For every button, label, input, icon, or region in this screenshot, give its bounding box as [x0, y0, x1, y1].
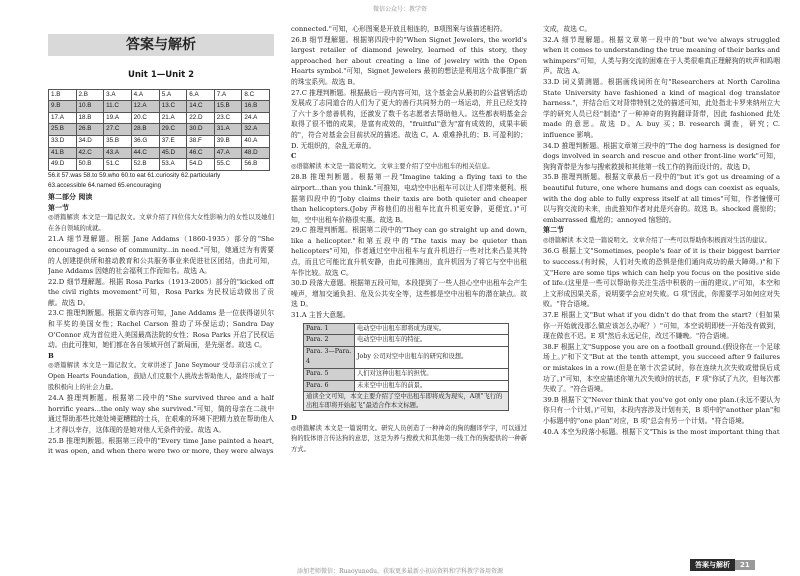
table-cell: 43.A: [104, 147, 132, 159]
passage-letter: C: [291, 152, 297, 161]
table-cell: 19.A: [104, 112, 132, 124]
part-heading: 第二部分 阅读: [48, 192, 93, 201]
table-cell: 4.A: [131, 89, 159, 101]
table-cell: 人们对这种出租车的担忧。: [355, 369, 509, 381]
table-cell: 6.A: [187, 89, 215, 101]
table-cell: 42.C: [76, 147, 104, 159]
table-cell: 40.A: [242, 135, 270, 147]
table-cell: 29.C: [159, 124, 187, 136]
paragraph: ◎语篇解读 本文是一篇说明文。研究人员创造了一种神奇的狗的翻译学字，可以通过狗的肢体语言传达狗的意思，这是为养与搜救犬和其他第一线工作的狗提供的一种新方式。: [291, 424, 527, 453]
column-left: [48, 24, 274, 556]
table-cell: 22.D: [187, 112, 215, 124]
table-cell: Para. 3—Para. 4: [304, 346, 355, 368]
column-middle: [291, 24, 527, 556]
paragraph: 25.B 推理判断题。根据第三段中的"Every time Jane painted a heart, it was open, and when there were two or more, they were always: [48, 436, 274, 456]
table-cell: 33.D: [49, 135, 77, 147]
fill-answers-line-1: 56.it 57.was 58.to 59.who 60.to eat 61.curiosity 62.particularly: [48, 171, 221, 179]
paragraph: 32.A 细节理解题。根据文章第一段中的"but we've always struggled when it comes to understanding the true meaning of their barks and whimpers"可知，人类与狗交流的困难在于人类很难真正理解狗的吠声和呜咽声。故选 A。: [543, 35, 780, 76]
table-cell: 53.A: [159, 159, 187, 171]
table-cell: 51.C: [104, 159, 132, 171]
table-cell: 1.B: [49, 89, 77, 101]
table-row: [304, 392, 509, 411]
table-cell: Para. 6: [304, 380, 355, 392]
paragraph: 27.C 推理判断题。根据最后一段内容可知，这个基金会从最初的公益营销活动发展成了志同道合的人们为了更大的善行共同努力的一场运动，并且已经支持了六十多个慈善机构，还激发了数千名志愿者去帮助他人。这些都表明基金会取得了很不错的成果，是富有成效的，"fruitful"意为"富有成效的，成果丰硕的"，符合对基金会目前状况的描述。故选 C。A. 艰难挣扎的；B. 可盈利的；D. 无组织的，杂乱无章的。: [291, 88, 527, 150]
table-cell: 26.B: [76, 124, 104, 136]
table-cell: 39.B: [214, 135, 242, 147]
table-cell: 20.C: [131, 112, 159, 124]
paragraph: ◎语篇解读 本文是一篇记叙文。文章介绍了四位伟大女性影响力的女性以及她们在各自领域的成就。: [48, 214, 274, 232]
table-cell: 5.A: [159, 89, 187, 101]
table-cell: 14.C: [187, 101, 215, 113]
paragraph: 31.A 主旨大意题。: [291, 311, 350, 320]
table-cell: 23.C: [214, 112, 242, 124]
table-cell: 28.B: [131, 124, 159, 136]
table-row: [49, 89, 270, 101]
table-cell: 36.G: [131, 135, 159, 147]
paragraph: 22.D 细节理解题。根据 Rosa Parks（1913-2005）部分的"kicked off the civil rights movement"可知，Rosa Parks 为民权运动做出了贡献。故选 D。: [48, 277, 274, 307]
table-cell: 10.B: [76, 101, 104, 113]
table-cell: 30.D: [187, 124, 215, 136]
table-cell: 38.F: [187, 135, 215, 147]
paragraph: connected."可知，心形图案是开放且相连的，B项图案与该描述相符。: [291, 25, 507, 33]
paragraph: ◎语篇解读 本文是一篇记叙文。文章讲述了 Jane Seymour 受母亲启示成立了 Open Hearts Foundation，鼓励人们克服个人挑战去帮助他人，最终形成了一股积极向上的社会力量。: [48, 362, 274, 391]
table-cell: 54.D: [187, 159, 215, 171]
paragraph: 39.B 根据下文"Never think that you've got only one plan.(永远不要认为你只有一个计划。)"可知，本段内容涉及计划有关，B 项中的"another plan"和小标题中的"one plan"对应，B 项"总会有另一个计划。"符合语境。: [543, 395, 780, 425]
table-cell: 3.A: [104, 89, 132, 101]
table-cell: 电动空中出租车即将成为现实。: [355, 323, 509, 335]
paragraph: 26.B 细节理解题。根据第四段中的"When Signet Jewelers, the world's largest retailer of diamond jewelry, learned of this story, they approached her about creating a line of jewelry with the Open Hearts symbol."可知，Signet Jewelers 最初的想法是利用这个故事推广新的珠宝系列。故选 B。: [291, 35, 527, 86]
table-cell: 47.A: [214, 147, 242, 159]
table-row: [49, 124, 270, 136]
table-cell: 34.D: [76, 135, 104, 147]
table-row: [49, 135, 270, 147]
table-cell: 50.B: [76, 159, 104, 171]
table-row: [304, 380, 509, 392]
table-cell: 13.C: [159, 101, 187, 113]
table-cell: Para. 2: [304, 335, 355, 347]
table-row: [49, 147, 270, 159]
paragraph: 36.G 根据上文"Sometimes, people's fear of it is their biggest barrier to success.(有时候，人们对失败的恐惧是他们通向成功的最大障碍。)"和下文"Here are some tips which can help you focus on the positive side of life.(这里是一些可以帮助你关注生活中积极的一面的建议。)"可知，本空和上文形成因果关系，说明要学会应对失败。G 项"因此，你需要学习如何应对失败。"符合语境。: [543, 247, 780, 309]
table-cell: 27.C: [104, 124, 132, 136]
paragraph: 34.D 推理判断题。根据文章第三段中的"The dog harness is designed for dogs involved in search and rescue and other front-line work"可知，狗狗背带是为参与搜索救援和其他第一线工作的狗而设计的。故选 D。: [543, 141, 780, 171]
table-row: [304, 335, 509, 347]
paragraph: ◎语篇解读 本文是一篇说明文。文章主要介绍了空中出租车的相关信息。: [291, 162, 494, 170]
table-cell: 35.B: [104, 135, 132, 147]
table-cell: 46.C: [187, 147, 215, 159]
table-cell: 32.A: [242, 124, 270, 136]
table-cell: 45.D: [159, 147, 187, 159]
table-cell: 55.C: [214, 159, 242, 171]
column-right: [543, 24, 780, 556]
table-cell: 44.C: [131, 147, 159, 159]
table-cell: 16.B: [242, 101, 270, 113]
table-cell: 48.D: [242, 147, 270, 159]
table-cell: 2.B: [76, 89, 104, 101]
structure-table: [303, 323, 509, 412]
table-cell: 31.A: [214, 124, 242, 136]
passage-letter: B: [48, 351, 54, 360]
table-cell: 24.A: [242, 112, 270, 124]
passage-letter: D: [291, 414, 297, 423]
answer-key-table: [48, 89, 270, 171]
section-title-banner: [48, 34, 274, 56]
table-cell: Joby 公司对空中出租车的研究和设想。: [355, 346, 509, 368]
paragraph: 33.D 词义猜测题。根据画线词所在句"Researchers at North Carolina State University have fashioned a kind of magical dog translator harness."，并结合后文对背带特别之处的描述可知，此处指北卡罗来纳州立大学的研究人员已经"制造"了一种神奇的狗狗翻译背带，因此 fashioned 此处 made 的意思。故选 D。A. buy 买；B. research 调查，研究；C. influence 影响。: [543, 77, 780, 139]
section-heading: 第二节: [543, 226, 564, 235]
paragraph: 37.E 根据上文"But what if you didn't do that from the start?（但如果你一开始就没那么做应该怎么办呢？）"可知，本空说明即使一开始没有做到，现在做也不迟。E 项"然后永远记住，改过不嫌晚。"符合语境。: [543, 311, 780, 341]
table-cell: 56.B: [242, 159, 270, 171]
paragraph: 38.F 根据上文"Suppose you are on a football ground.(假设你在一个足球场上。)"和下文"But at the tenth attempt, you succeed after 9 failures or mistakes in a row.(但是在第十次尝试时，你在连续九次失败或错误后成功了。)"可知，本空应描述你第九次失败时的状态，F 项"你试了九次，但每次都失败了。"符合语境。: [543, 342, 780, 394]
table-row: [49, 159, 270, 171]
table-row: [304, 369, 509, 381]
paragraph: 23.C 推理判断题。根据文章内容可知，Jane Addams 是一位获得诺贝尔和平奖的美国女性；Rachel Carson 推动了环保运动；Sandra Day O'Connor 成为首位进入美国最高法院的女性；Rosa Parks 开启了民权运动。由此可推知，她们都在各自领域开创了新局面，是先驱者。故选 C。: [48, 309, 274, 350]
table-cell: 11.C: [104, 101, 132, 113]
table-cell: 15.B: [214, 101, 242, 113]
table-cell: Para. 5: [304, 369, 355, 381]
section-heading: 第一节: [48, 203, 69, 212]
table-cell: 18.B: [76, 112, 104, 124]
table-cell: 7.A: [214, 89, 242, 101]
table-cell: 电动空中出租车的特征。: [355, 335, 509, 347]
watermark-top: 微信公众号：教学资: [372, 6, 427, 13]
column-1-paragraphs: [48, 213, 274, 457]
table-cell: Para. 1: [304, 323, 355, 335]
paragraph: 29.C 推理判断题。根据第二段中的"They can go straight up and down, like a helicopter."和第五段中的"The taxis may be quieter than helicopters"可知，作者通过空中出租车与直升机进行一些对比来凸显其特点，而且它可能比直升机安静，由此可推测出，直升机因为了将它与空中出租车作比较。故选 C。: [291, 226, 527, 277]
page-number: 21: [735, 560, 755, 570]
table-cell: 9.B: [49, 101, 77, 113]
page-title: 答案与解析: [126, 36, 196, 53]
paragraph: ◎语篇解读 本文是一篇说明文。文章介绍了一些可以帮助你积极面对生活的建议。: [543, 236, 771, 244]
table-row: [304, 346, 509, 368]
table-cell: 8.C: [242, 89, 270, 101]
table-cell: 未来空中出租车的前景。: [355, 380, 509, 392]
table-row: [49, 112, 270, 124]
table-row: [49, 101, 270, 113]
paragraph: 24.A 推理判断题。根据第二段中的"She survived three and a half horrific years...the only way she survived."可知，简的母亲在二战中通过帮助那些比她处境更糟糕的士兵，在艰难的环境下把精力放在帮助他人上才得以幸存，这体现的是她对他人无条件的爱。故选 A。: [48, 394, 274, 434]
table-cell: 12.A: [131, 101, 159, 113]
table-cell: 52.B: [131, 159, 159, 171]
table-cell: 17.A: [49, 112, 77, 124]
table-cell: 49.D: [49, 159, 77, 171]
footer-label: 答案与解析: [690, 559, 735, 571]
paragraph: 40.A 本空为段落小标题。根据下文"This is the most important thing that: [543, 427, 780, 436]
table-note: 通读全文可知，本文主要介绍了空中出租车即将成为现实，A项"飞行的出租车即将开始起飞"最适合作本文标题。: [304, 392, 509, 411]
table-row: [304, 323, 509, 335]
fill-answers-line-2: 63.accessible 64.named 65.encouraging: [48, 182, 162, 190]
paragraph: 35.B 推理判断题。根据文章最后一段中的"but it's got us dreaming of a beautiful future, one where humans and dogs can coexist as equals, with the dog able to fully express itself at all times"可知，作者憧憬可以与狗交流的未来，由此推知作者对此是兴奋的。故选 B。shocked 震惊的；embarrassed 尴尬的；annoyed 恼怒的。: [543, 173, 780, 224]
table-cell: 25.B: [49, 124, 77, 136]
unit-heading: Unit 1—Unit 2: [127, 70, 195, 80]
table-cell: 37.E: [159, 135, 187, 147]
watermark-bottom: 添加老师微信：Ruaoyunedu，获取更多最新小初高资料和学科教学备用资源: [297, 568, 503, 575]
table-cell: 21.A: [159, 112, 187, 124]
paragraph: 30.D 段落大意题。根据第五段可知，本段提到了一些人担心空中出租车会产生噪声，增加交通负担、危及公共安全等，这些都是空中出租车的潜在缺点。故选 D。: [291, 279, 527, 309]
paragraph: 文成，故选 C。: [543, 25, 592, 33]
paragraph: 21.A 细节理解题。根据 Jane Addams（1860-1935）部分的"She encouraged a sense of community...in need."可知，她通过为有需要的人创建提供所和推动教育和公共服务事业来促进社区团结，由此可知，Jane Addams 因她的社会福利工作而知名。故选 A。: [48, 235, 274, 276]
paragraph: 28.B 推理判断题。根据第一段"Imagine taking a flying taxi to the airport...than you think."可推知，电动空中出租车可以让人们带来便利。根据第四段中的"Joby claims their taxis are both quieter and cheaper than helicopters.(Joby 声称他们的出租车比直升机更安静，更便宜。)"可知，空中出租车价格很实惠。故选 B。: [291, 173, 527, 224]
table-cell: 41.B: [49, 147, 77, 159]
